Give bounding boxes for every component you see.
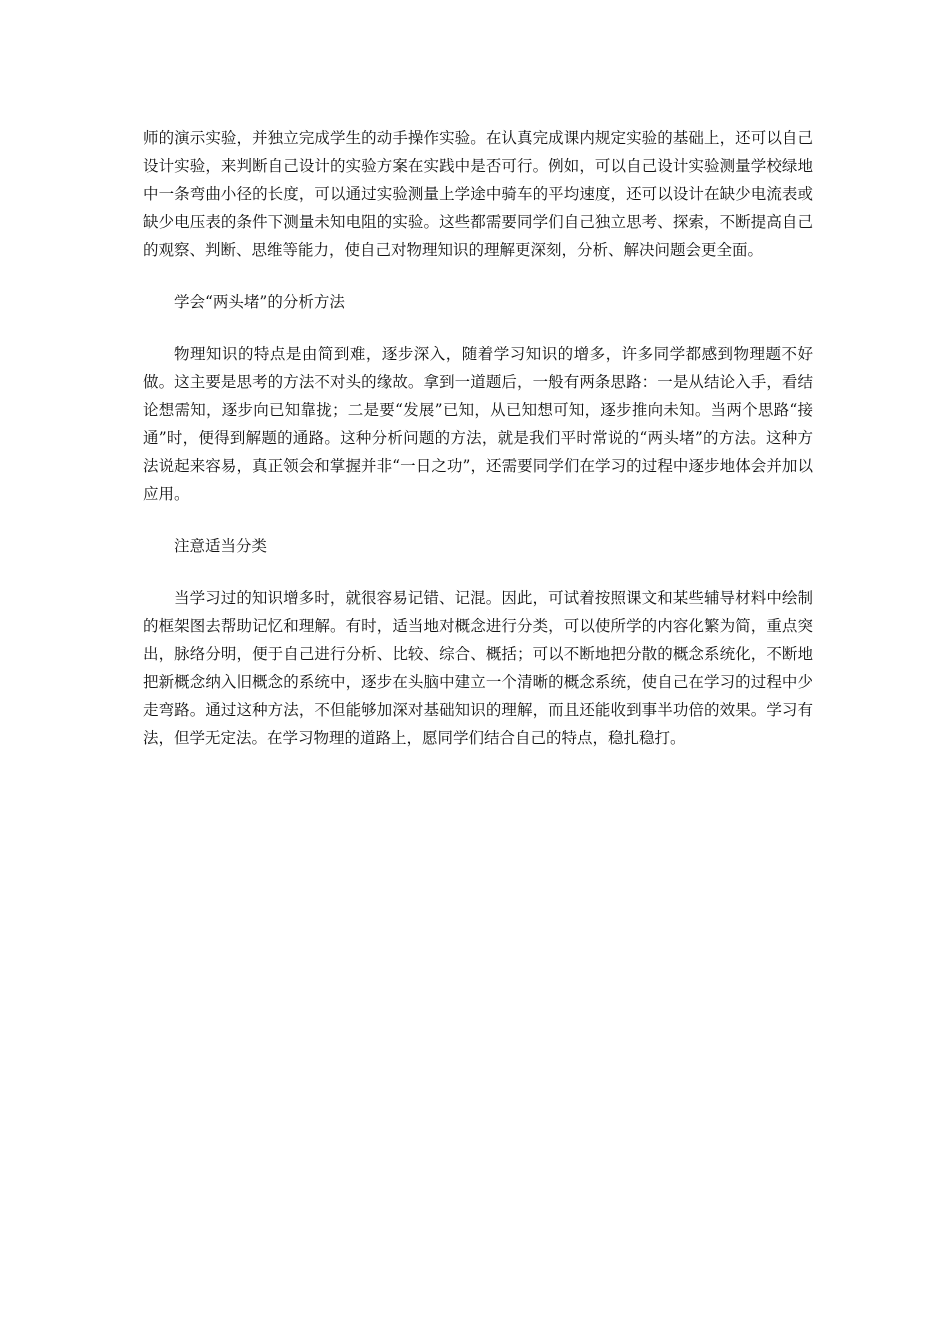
section-heading-two-ends: 学会“两头堵”的分析方法 bbox=[174, 293, 345, 311]
paragraph-classification: 当学习过的知识增多时，就很容易记错、记混。因此，可试着按照课文和某些辅导材料中绘制的框架图去帮助记忆和理解。有时，适当地对概念进行分类，可以使所学的内容化繁为简，重点突出，脉络分明，便于自己进行分析、比较、综合、概括；可以不断地把分散的概念系统化，不断地把新概念纳入旧概念的系统中，逐步在头脑中建立一个清晰的概念系统，使自己在学习的过程中少走弯路。通过这种方法，不但能够加深对基础知识的理解，而且还能收到事半功倍的效果。学习有法，但学无定法。在学习物理的道路上，愿同学们结合自己的特点，稳扎稳打。 bbox=[143, 589, 813, 747]
paragraph-two-ends-method: 物理知识的特点是由简到难，逐步深入，随着学习知识的增多，许多同学都感到物理题不好做。这主要是思考的方法不对头的缘故。拿到一道题后，一般有两条思路：一是从结论入手，看结论想需知，逐步向已知靠拢；二是要“发展”已知，从已知想可知，逐步推向未知。当两个思路“接通”时，便得到解题的通路。这种分析问题的方法，就是我们平时常说的“两头堵”的方法。这种方法说起来容易，真正领会和掌握并非“一日之功”，还需要同学们在学习的过程中逐步地体会并加以应用。 bbox=[143, 345, 813, 503]
document-body bbox=[143, 124, 813, 776]
section-heading-classification: 注意适当分类 bbox=[174, 537, 268, 555]
paragraph-continued: 师的演示实验，并独立完成学生的动手操作实验。在认真完成课内规定实验的基础上，还可以自己设计实验，来判断自己设计的实验方案在实践中是否可行。例如，可以自己设计实验测量学校绿地中一条弯曲小径的长度，可以通过实验测量上学途中骑车的平均速度，还可以设计在缺少电流表或缺少电压表的条件下测量未知电阻的实验。这些都需要同学们自己独立思考、探索，不断提高自己的观察、判断、思维等能力，使自己对物理知识的理解更深刻，分析、解决问题会更全面。 bbox=[143, 129, 813, 259]
